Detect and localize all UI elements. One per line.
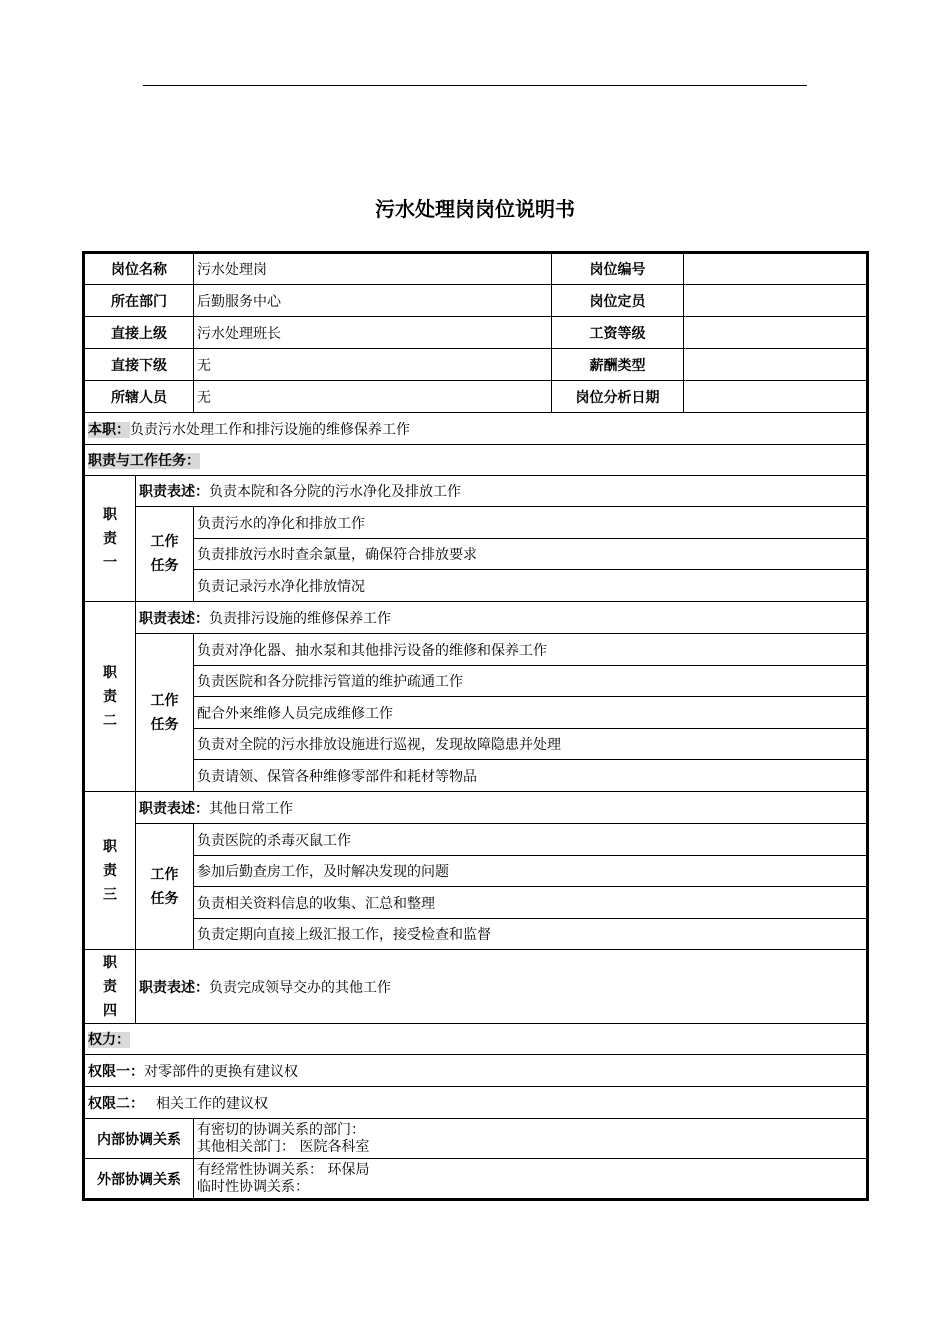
- main-duty-label: 本职：: [88, 421, 130, 438]
- duties-header: 职责与工作任务：: [88, 453, 200, 469]
- duty2-task-3: 配合外来维修人员完成维修工作: [194, 697, 867, 729]
- duty3-task-4: 负责定期向直接上级汇报工作，接受检查和监督: [194, 919, 867, 950]
- power-1-text: 对零部件的更换有建议权: [144, 1063, 298, 1080]
- power-1-cell: [85, 1055, 867, 1087]
- duty1-desc: 职责表述：负责本院和各分院的污水净化及排放工作: [136, 476, 867, 507]
- label-analysis-date: 岗位分析日期: [552, 381, 684, 413]
- duty3-task-row: [85, 824, 867, 856]
- row-internal-coordination: [85, 1119, 867, 1159]
- duty2-task-row: [85, 729, 867, 760]
- value-internal-coordination: 有密切的协调关系的部门： 其他相关部门： 医院各科室: [194, 1119, 867, 1159]
- label-department: 所在部门: [85, 285, 194, 317]
- row-subordinate: [85, 349, 867, 381]
- row-main-duty: [85, 413, 867, 445]
- value-managed: 无: [194, 381, 552, 413]
- row-managed: [85, 381, 867, 413]
- value-position-code: [684, 254, 867, 285]
- value-analysis-date: [684, 381, 867, 413]
- power-header: 权力：: [88, 1032, 130, 1048]
- value-subordinate: 无: [194, 349, 552, 381]
- label-quota: 岗位定员: [552, 285, 684, 317]
- duty2-task-5: 负责请领、保管各种维修零部件和耗材等物品: [194, 760, 867, 792]
- duty3-task-1: 负责医院的杀毒灭鼠工作: [194, 824, 867, 856]
- row-position-name: [85, 254, 867, 285]
- duty1-task-1: 负责污水的净化和排放工作: [194, 507, 867, 539]
- row-department: [85, 285, 867, 317]
- duty1-label: 职 责 一: [85, 476, 136, 602]
- duty2-task-row: [85, 760, 867, 792]
- label-managed: 所辖人员: [85, 381, 194, 413]
- duty1-task-label: 工作 任务: [136, 507, 194, 602]
- power-2-label: 权限二：: [88, 1095, 144, 1112]
- value-department: 后勤服务中心: [194, 285, 552, 317]
- duty3-desc-row: [85, 792, 867, 824]
- duty2-task-row: [85, 666, 867, 697]
- duty2-task-row: [85, 634, 867, 666]
- duty2-task-row: [85, 697, 867, 729]
- power-2-text: 相关工作的建议权: [156, 1095, 268, 1112]
- label-internal-coordination: 内部协调关系: [85, 1119, 194, 1159]
- label-position-name: 岗位名称: [85, 254, 194, 285]
- duty3-label: 职 责 三: [85, 792, 136, 950]
- label-position-code: 岗位编号: [552, 254, 684, 285]
- header-rule: [143, 85, 807, 86]
- job-description-table: [84, 253, 867, 1199]
- duty1-task-3: 负责记录污水净化排放情况: [194, 570, 867, 602]
- duty1-task-2: 负责排放污水时查余氯量，确保符合排放要求: [194, 539, 867, 570]
- power-1-label: 权限一：: [88, 1063, 144, 1080]
- duty2-desc-row: [85, 602, 867, 634]
- duty3-task-2: 参加后勤查房工作，及时解决发现的问题: [194, 856, 867, 887]
- row-power-1: [85, 1055, 867, 1087]
- duty2-desc: 职责表述：负责排污设施的维修保养工作: [136, 602, 867, 634]
- duty1-task-row: [85, 539, 867, 570]
- label-grade: 工资等级: [552, 317, 684, 349]
- duty1-desc-row: [85, 476, 867, 507]
- duty2-task-1: 负责对净化器、抽水泵和其他排污设备的维修和保养工作: [194, 634, 867, 666]
- duty1-task-row: [85, 570, 867, 602]
- row-duties-header: [85, 445, 867, 476]
- duty3-task-row: [85, 919, 867, 950]
- value-grade: [684, 317, 867, 349]
- duty4-row: [85, 950, 867, 1024]
- value-superior: 污水处理班长: [194, 317, 552, 349]
- duty4-desc: 职责表述：负责完成领导交办的其他工作: [136, 950, 867, 1024]
- main-duty-text: 负责污水处理工作和排污设施的维修保养工作: [130, 421, 410, 438]
- power-2-cell: [85, 1087, 867, 1119]
- duty4-label: 职 责 四: [85, 950, 136, 1024]
- label-external-coordination: 外部协调关系: [85, 1159, 194, 1199]
- duty3-task-3: 负责相关资料信息的收集、汇总和整理: [194, 887, 867, 919]
- value-pay-type: [684, 349, 867, 381]
- duty1-task-row: [85, 507, 867, 539]
- value-external-coordination: 有经常性协调关系： 环保局 临时性协调关系：: [194, 1159, 867, 1199]
- duty2-label: 职 责 二: [85, 602, 136, 792]
- duty2-task-2: 负责医院和各分院排污管道的维护疏通工作: [194, 666, 867, 697]
- duty3-task-label: 工作 任务: [136, 824, 194, 950]
- document-title: 污水处理岗岗位说明书: [375, 197, 575, 221]
- duty3-task-row: [85, 856, 867, 887]
- value-position-name: 污水处理岗: [194, 254, 552, 285]
- duty2-task-4: 负责对全院的污水排放设施进行巡视，发现故障隐患并处理: [194, 729, 867, 760]
- row-power-header: [85, 1024, 867, 1055]
- row-superior: [85, 317, 867, 349]
- label-pay-type: 薪酬类型: [552, 349, 684, 381]
- duty3-desc: 职责表述：其他日常工作: [136, 792, 867, 824]
- duty2-task-label: 工作 任务: [136, 634, 194, 792]
- label-superior: 直接上级: [85, 317, 194, 349]
- row-external-coordination: [85, 1159, 867, 1199]
- value-quota: [684, 285, 867, 317]
- main-duty-cell: [85, 413, 867, 445]
- duty3-task-row: [85, 887, 867, 919]
- label-subordinate: 直接下级: [85, 349, 194, 381]
- duties-header-cell: [85, 445, 867, 476]
- power-header-cell: [85, 1024, 867, 1055]
- row-power-2: [85, 1087, 867, 1119]
